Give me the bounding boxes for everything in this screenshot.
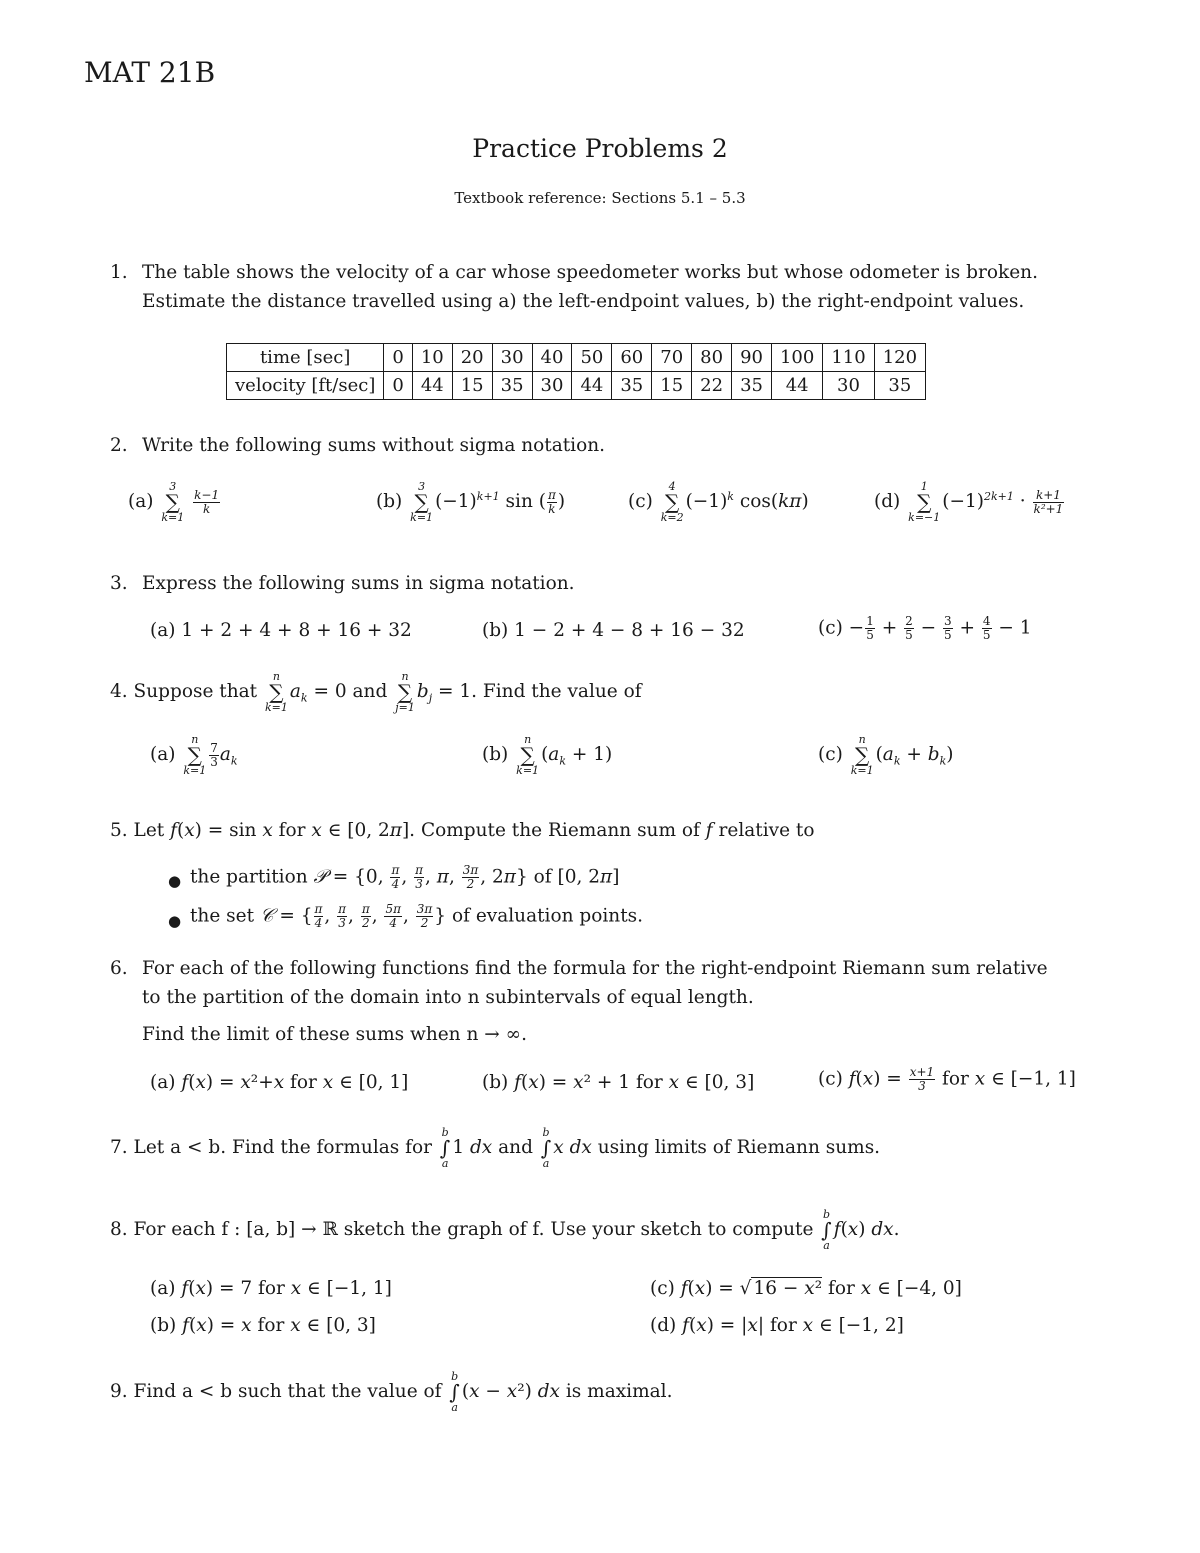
- table-cell: 0: [384, 372, 412, 400]
- table-cell: 35: [492, 372, 532, 400]
- course-code: MAT 21B: [84, 56, 216, 89]
- table-cell: 35: [612, 372, 652, 400]
- problem-8d: (d) f(x) = |x| for x ∈ [−1, 2]: [650, 1315, 904, 1336]
- problem-2b: (b) 3 ∑ k=1 $(-1)^{k+1}$ sin ( $\frac{\pi}{k}$ ): [376, 480, 566, 524]
- problem-4: 4. Suppose that n ∑ k=1 $a_k = 0$ and n ∑ j=1 $b_j = 1$. Find the value of: [110, 670, 642, 714]
- table-cell: 35: [732, 372, 772, 400]
- table-cell: 110: [823, 344, 874, 372]
- problem-3b: (b) 1 − 2 + 4 − 8 + 16 − 32: [482, 620, 745, 641]
- table-cell: 30: [823, 372, 874, 400]
- problem-8a: (a) f(x) = 7 for x ∈ [−1, 1]: [150, 1278, 392, 1299]
- table-cell: velocity [ft/sec]: [227, 372, 384, 400]
- velocity-table: [226, 343, 926, 400]
- problem-8: 8. For each f : [a, b] → ℝ sketch the graph of f. Use your sketch to compute b ∫ a f(x) dx.: [110, 1208, 900, 1252]
- problem-7: 7. Let a < b. Find the formulas for b ∫ a 1 dx and b ∫ a x dx using limits of Riemann sums.: [110, 1126, 881, 1170]
- table-cell: 60: [612, 344, 652, 372]
- problem-2c: (c) 4 ∑ k=2 $(-1)^k$ cos(kπ): [628, 480, 809, 524]
- textbook-reference: Textbook reference: Sections 5.1 – 5.3: [454, 189, 746, 207]
- problem-5: 5. Let f(x) = sin x for x ∈ [0, 2π]. Compute the Riemann sum of f relative to: [110, 820, 815, 841]
- problem-5-evaluation-set: the set 𝒞 = { $\frac{\pi}{4}$ , $\frac{\pi}{3}$ , $\frac{\pi}{2}$ , $\frac{5\pi}{4}$ , $\frac{3\pi}{2}$ } of evaluation points.: [190, 902, 644, 930]
- problem-6c: (c) f(x) = $\frac{x+1}{3}$ for x ∈ [−1, 1]: [818, 1065, 1076, 1093]
- table-cell: 15: [652, 372, 692, 400]
- problem-3a: (a) 1 + 2 + 4 + 8 + 16 + 32: [150, 620, 412, 641]
- table-cell: 22: [692, 372, 732, 400]
- table-cell: 120: [874, 344, 925, 372]
- problem-5-partition: the partition 𝒫 = {0, $\frac{\pi}{4}$ , $\frac{\pi}{3}$ , π, $\frac{3\pi}{2}$ , 2π} of [0, 2π]: [190, 863, 620, 891]
- table-cell: 15: [452, 372, 492, 400]
- problem-6a: (a) f(x) = x²+x for x ∈ [0, 1]: [150, 1072, 409, 1093]
- table-cell: 44: [771, 372, 822, 400]
- table-cell: 44: [572, 372, 612, 400]
- problem-9: 9. Find a < b such that the value of b ∫ a (x − x²) dx is maximal.: [110, 1370, 673, 1414]
- table-cell: 35: [874, 372, 925, 400]
- table-cell: 90: [732, 344, 772, 372]
- problem-4a: (a) n ∑ k=1 $\frac{7}{3}$ $a_k$: [150, 733, 238, 777]
- table-cell: 10: [412, 344, 452, 372]
- table-cell: 70: [652, 344, 692, 372]
- problem-3c: (c) − $\frac{1}{5}$ + $\frac{2}{5}$ − $\frac{3}{5}$ + $\frac{4}{5}$ − 1: [818, 614, 1032, 642]
- table-row-time: [227, 344, 926, 372]
- table-cell: 30: [492, 344, 532, 372]
- problem-2a: (a) 3 ∑ k=1 $\frac{k-1}{k}$: [128, 480, 220, 524]
- table-row-velocity: [227, 372, 926, 400]
- table-cell: 50: [572, 344, 612, 372]
- problem-2d: (d) 1 ∑ k=−1 $(-1)^{2k+1}$ · $\frac{k+1}{\text{k²+1}}$: [874, 480, 1064, 524]
- bullet-icon: ●: [168, 912, 182, 930]
- problem-8b: (b) f(x) = x for x ∈ [0, 3]: [150, 1315, 376, 1336]
- problem-4c: (c) n ∑ k=1 $(a_k + b_k)$: [818, 733, 954, 777]
- table-cell: time [sec]: [227, 344, 384, 372]
- table-cell: 0: [384, 344, 412, 372]
- table-cell: 44: [412, 372, 452, 400]
- table-cell: 40: [532, 344, 572, 372]
- table-cell: 30: [532, 372, 572, 400]
- table-cell: 80: [692, 344, 732, 372]
- table-cell: 20: [452, 344, 492, 372]
- table-cell: 100: [771, 344, 822, 372]
- problem-6b: (b) f(x) = x² + 1 for x ∈ [0, 3]: [482, 1072, 755, 1093]
- problem-8c: (c) f(x) = √ 16 − x² for x ∈ [−4, 0]: [650, 1278, 962, 1299]
- problem-4b: (b) n ∑ k=1 $(a_k + 1)$: [482, 733, 613, 777]
- page-title: Practice Problems 2: [472, 134, 728, 163]
- bullet-icon: ●: [168, 872, 182, 890]
